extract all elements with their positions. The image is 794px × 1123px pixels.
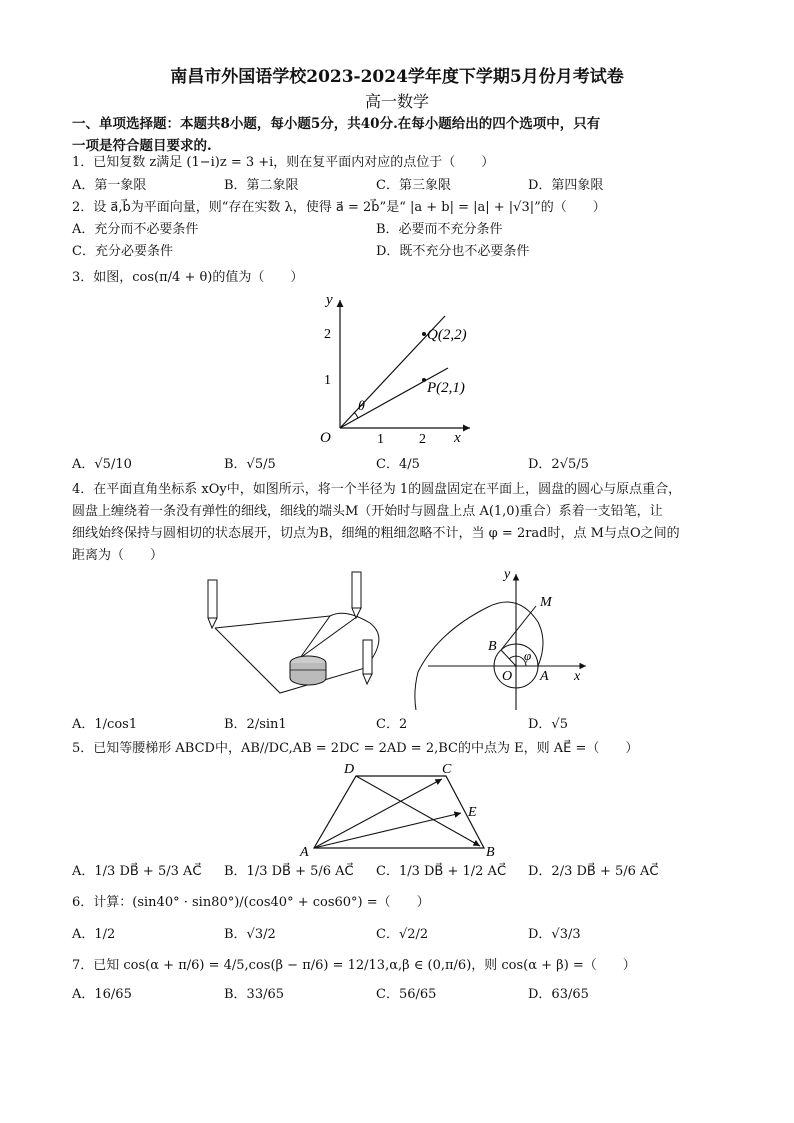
q3-option-a[interactable]: A．√5/10 [72,457,132,472]
q7-stem: 7．已知 cos(α + π/6) = 4/5,cos(β − π/6) = 12/13,α,β ∈ (0,π/6)，则 cos(α + β) =（ ） [72,958,636,973]
q3-option-b[interactable]: B．√5/5 [224,457,276,472]
q5-vector-db [356,776,480,846]
q5-stem: 5．已知等腰梯形 ABCD中，AB//DC,AB = 2DC = 2AD = 2,BC的中点为 E，则 AE⃗ =（ ） [72,741,639,756]
q7-option-d[interactable]: D．63/65 [528,987,589,1002]
page-title: 南昌市外国语学校2023-2024学年度下学期5月份月考试卷 [170,67,624,87]
q4-point-a-label: A [540,669,549,684]
q3-origin-label: O [320,430,331,446]
q5-figure-trapezoid [296,760,506,860]
q1-option-d[interactable]: D．第四象限 [528,178,604,193]
q3-ray-op [340,368,448,428]
q4-stem-line4: 距离为（ ） [72,548,164,563]
pencil-icon [363,640,372,684]
q4-axis-y-label: y [504,567,511,582]
q5-option-c[interactable]: C．1/3 DB⃗ + 1/2 AC⃗ [376,864,507,879]
q4-radius-ob [501,650,516,666]
q3-xtick-1: 1 [377,432,384,447]
q3-xtick-2: 2 [419,432,426,447]
q5-option-d[interactable]: D．2/3 DB⃗ + 5/6 AC⃗ [528,864,659,879]
q5-option-a[interactable]: A．1/3 DB⃗ + 5/3 AC⃗ [72,864,202,879]
q3-figure [300,288,490,448]
q6-option-c[interactable]: C．√2/2 [376,927,429,942]
q4-option-c[interactable]: C．2 [376,717,408,732]
q3-ytick-1: 1 [324,373,331,388]
q3-angle-label: θ [358,399,365,414]
q1-option-a[interactable]: A．第一象限 [72,178,147,193]
q1-stem: 1．已知复数 z满足 (1−i)z = 3 +i，则在复平面内对应的点位于（ ） [72,155,495,170]
q4-string-top [215,616,330,628]
section-heading-line1: 一、单项选择题：本题共8小题，每小题5分，共40分.在每小题给出的四个选项中，只有 [72,116,601,132]
q5-vertex-b: B [486,845,495,860]
q5-vertex-d: D [344,762,355,777]
q6-option-b[interactable]: B．√3/2 [224,927,276,942]
q1-option-b[interactable]: B．第二象限 [224,178,299,193]
q3-axis-x-label: x [454,430,461,446]
q5-midpoint-e: E [468,805,477,820]
q2-option-d[interactable]: D．既不充分也不必要条件 [376,244,530,259]
q4-point-m-label: M [540,595,552,610]
q4-option-b[interactable]: B．2/sin1 [224,717,287,732]
q3-point-p-dot [422,378,426,382]
q7-option-c[interactable]: C．56/65 [376,987,437,1002]
q1-option-c[interactable]: C．第三象限 [376,178,451,193]
q6-option-d[interactable]: D．√3/3 [528,927,581,942]
q5-trapezoid-shape [314,776,484,848]
q3-option-c[interactable]: C．4/5 [376,457,420,472]
q4-origin-label: O [502,669,513,684]
q3-point-q-label: Q(2,2) [427,327,467,343]
q3-point-p-label: P(2,1) [427,380,465,396]
q4-figure-involute [398,562,598,712]
q6-stem: 6．计算：(sin40° · sin80°)/(cos40° + cos60°) =（ ） [72,895,430,910]
q5-vertex-a: A [300,845,309,860]
q3-point-q-dot [422,332,426,336]
q2-option-c[interactable]: C．充分必要条件 [72,244,173,259]
q4-phi-label: φ [524,648,532,663]
q5-vertex-c: C [442,762,452,777]
q4-figure-pencil-illustration [190,568,390,708]
q4-axis-x-label: x [574,669,581,684]
q4-point-b-label: B [488,639,497,654]
q3-axis-y-label: y [326,292,333,308]
q4-stem-line1: 4．在平面直角坐标系 xOy中，如图所示，将一个半径为 1的圆盘固定在平面上，圆盘的圆心与原点重合， [72,482,682,497]
q3-ytick-2: 2 [324,327,331,342]
q2-option-a[interactable]: A．充分而不必要条件 [72,222,199,237]
q3-stem: 3．如图，cos(π/4 + θ)的值为（ ） [72,270,304,285]
page-subtitle: 高一数学 [364,92,429,111]
q4-string-middle [300,616,358,658]
q7-option-b[interactable]: B．33/65 [224,987,285,1002]
q6-option-a[interactable]: A．1/2 [72,927,116,942]
q4-option-d[interactable]: D．√5 [528,717,568,732]
q7-option-a[interactable]: A．16/65 [72,987,132,1002]
q3-option-d[interactable]: D．2√5/5 [528,457,589,472]
q2-stem: 2．设 a⃗,b⃗为平面向量，则“存在实数 λ，使得 a⃗ = 2b⃗”是“ |a + b| = |a| + |√3|”的（ ） [72,200,606,215]
q4-tangent-bm [501,606,536,650]
pencil-icon [352,572,361,618]
q5-option-b[interactable]: B．1/3 DB⃗ + 5/6 AC⃗ [224,864,354,879]
q4-option-a[interactable]: A．1/cos1 [72,717,138,732]
q4-stem-line2: 圆盘上缠绕着一条没有弹性的细线，细线的端头M（开始时与圆盘上点 A(1,0)重合）系着一支铅笔，让 [72,504,663,519]
q2-option-b[interactable]: B．必要而不充分条件 [376,222,503,237]
q4-stem-line3: 细线始终保持与圆相切的状态展开，切点为B，细绳的粗细忽略不计，当 φ = 2rad时，点 M与点O之间的 [72,526,680,541]
q4-disc-side [290,663,326,685]
section-heading-line2: 一项是符合题目要求的. [72,138,212,154]
q5-vector-ae [314,813,461,848]
pencil-icon [208,580,217,628]
